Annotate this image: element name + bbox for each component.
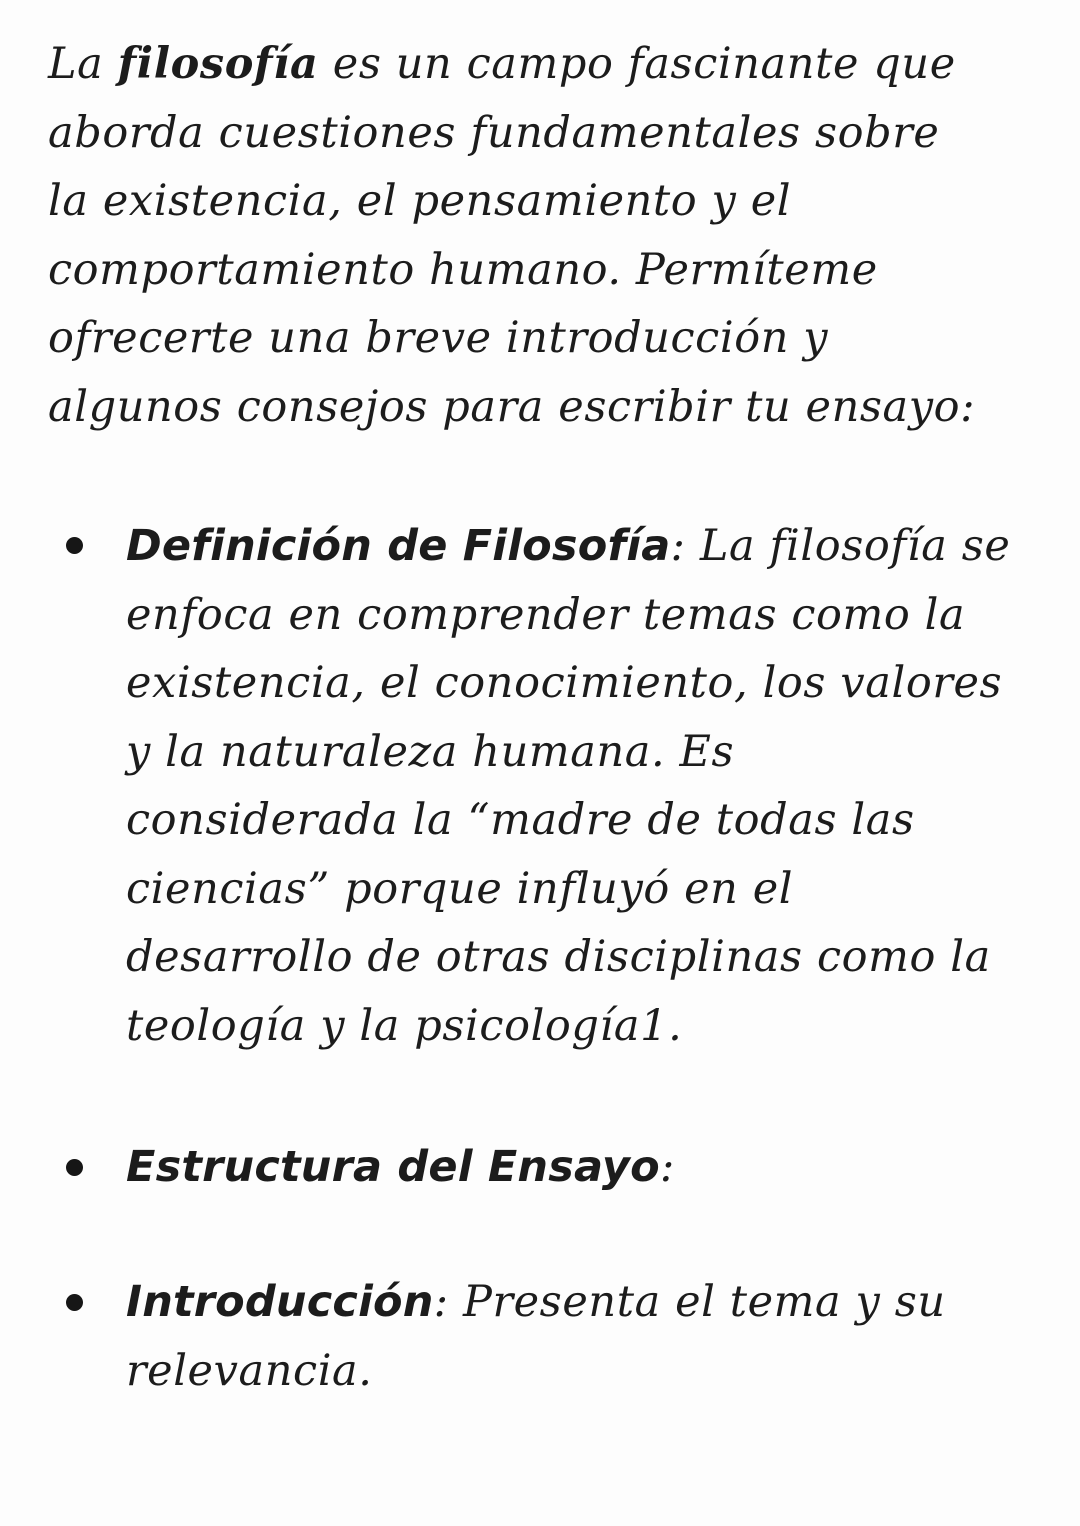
- bullet-line: enfoca en comprender temas como la: [126, 589, 966, 640]
- intro-bold-term: filosofía: [117, 39, 319, 89]
- bullet-line: desarrollo de otras disciplinas como la: [126, 932, 991, 982]
- bullet-line: relevancia.: [126, 1345, 373, 1396]
- intro-line: ofrecerte una breve introducción y: [48, 313, 829, 363]
- bullet-line: existencia, el conocimiento, los valores: [126, 658, 1003, 708]
- bullet-dot-icon: [66, 537, 83, 554]
- bullet-first-line: [126, 512, 1046, 581]
- bullet-line: considerada la “madre de todas las: [126, 795, 915, 845]
- bullet-dot-icon: [66, 1294, 83, 1311]
- bullet-line: ciencias” porque influyó en el: [126, 863, 794, 914]
- bullet-line: y la naturaleza humana. Es: [126, 726, 735, 777]
- bullet-text: [126, 1268, 1046, 1405]
- bullet-dot-icon: [66, 1159, 83, 1176]
- intro-line-prefix: La: [48, 39, 118, 89]
- intro-line-suffix: es un campo fascinante que: [318, 39, 956, 89]
- bullet-text: [126, 1133, 1046, 1202]
- bullet-heading: Introducción: [126, 1277, 434, 1327]
- bullet-first-line: [126, 1268, 1046, 1337]
- intro-line: algunos consejos para escribir tu ensayo:: [48, 381, 976, 432]
- bullet-first-line-rest: :: [659, 1142, 675, 1192]
- bullet-heading: Estructura del Ensayo: [126, 1142, 660, 1192]
- intro-line: la existencia, el pensamiento y el: [48, 176, 792, 226]
- intro-line: [48, 30, 1038, 99]
- intro-line: comportamiento humano. Permíteme: [48, 244, 878, 295]
- bullet-line: teología y la psicología1.: [126, 1000, 683, 1051]
- bullet-first-line-rest: : Presenta el tema y su: [433, 1277, 946, 1327]
- bullet-first-line: [126, 1133, 1046, 1202]
- intro-line: aborda cuestiones fundamentales sobre: [48, 107, 940, 158]
- intro-paragraph: [48, 30, 1038, 441]
- bullet-first-line-rest: : La filosofía se: [670, 521, 1011, 571]
- bullet-heading: Definición de Filosofía: [126, 521, 671, 571]
- bullet-text: [126, 512, 1046, 1060]
